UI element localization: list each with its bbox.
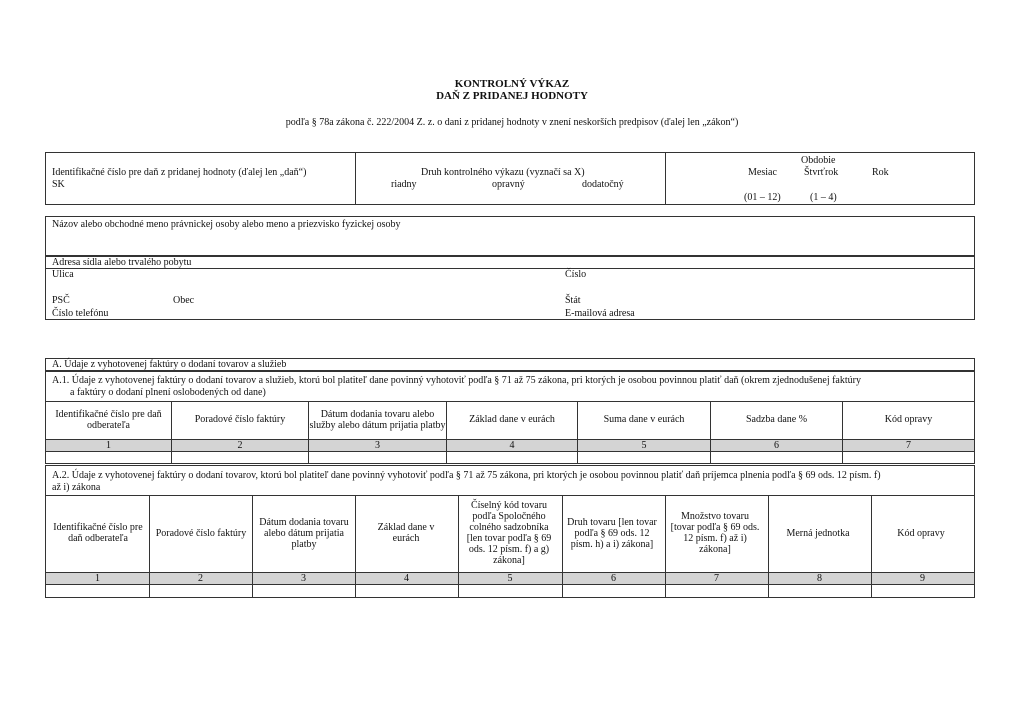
quarter-label: Štvrťrok: [804, 167, 839, 178]
a2-col-number: 3: [301, 573, 306, 584]
a1-header-tax-rate: Sadzba dane %: [745, 414, 808, 425]
a1-header-invoice-number: Poradové číslo faktúry: [194, 414, 286, 425]
a1-col-number: 1: [106, 440, 111, 451]
email-label: E-mailová adresa: [565, 308, 635, 319]
divider: [665, 153, 666, 204]
a1-header-buyer-vat-id: Identifikačné číslo pre daň odberateľa: [55, 408, 162, 431]
a2-description-line1: A.2. Údaje z vyhotovenej faktúry o dodaní tovarov, ktorú bol platiteľ dane povinný vyhotoviť podľa § 71 až 75 zákona, pri ktorých je osobou povinnou platiť daň príjemca plnenia podľa § 69 ods. 12 písm. f): [52, 470, 881, 481]
a1-col-number: 2: [237, 440, 243, 451]
a2-col-number: 1: [95, 573, 100, 584]
a2-header-goods-quantity: Množstvo tovaru [tovar podľa § 69 ods. 12 písm. f) až i) zákona]: [670, 511, 760, 555]
city-label: Obec: [173, 295, 195, 306]
a2-col-number: 7: [714, 573, 719, 584]
street-label: Ulica: [52, 269, 74, 280]
a1-description-line2: a faktúry o dodaní plnení oslobodených od dane): [70, 387, 266, 398]
a2-header-customs-code: Číselný kód tovaru podľa Spoločného colného sadzobníka [len tovar podľa § 69 ods. 12 písm. f) a g) zákona]: [466, 500, 552, 566]
a1-col-number: 7: [906, 440, 911, 451]
report-type-additional[interactable]: dodatočný: [582, 179, 624, 190]
a2-col-number: 6: [611, 573, 616, 584]
quarter-range: (1 – 4): [810, 192, 837, 203]
a2-header-supply-date: Dátum dodania tovaru alebo dátum prijatia platby: [259, 516, 349, 550]
a2-header-goods-type: Druh tovaru [len tovar podľa § 69 ods. 12 písm. h) a i) zákona]: [567, 516, 657, 550]
month-label: Mesiac: [748, 167, 777, 178]
a2-header-buyer-vat-id: Identifikačné číslo pre daň odberateľa: [53, 522, 143, 544]
a2-header-correction-code: Kód opravy: [897, 527, 945, 539]
country-prefix: SK: [52, 179, 65, 190]
form-title: KONTROLNÝ VÝKAZ: [454, 78, 570, 90]
a1-header-correction-code: Kód opravy: [884, 414, 933, 425]
divider: [46, 268, 974, 269]
year-label: Rok: [872, 167, 889, 178]
a1-col-number: 6: [774, 440, 779, 451]
name-label: Názov alebo obchodné meno právnickej osoby alebo meno a priezvisko fyzickej osoby: [52, 219, 401, 230]
a2-col-number: 5: [507, 573, 513, 584]
country-label: Štát: [565, 295, 581, 306]
a2-col-number: 9: [920, 573, 925, 584]
a2-header-unit: Merná jednotka: [786, 527, 850, 539]
legal-basis: podľa § 78a zákona č. 222/2004 Z. z. o dani z pridanej hodnoty v znení neskorších predpisov (ďalej len „zákon“): [285, 117, 739, 128]
report-type-regular[interactable]: riadny: [391, 179, 417, 190]
divider: [355, 153, 356, 204]
a2-col-number: 4: [404, 573, 409, 584]
address-label: Adresa sídla alebo trvalého pobytu: [52, 257, 192, 268]
a2-header-invoice-number: Poradové číslo faktúry: [155, 527, 247, 539]
a2-header-tax-base: Základ dane v eurách: [377, 522, 435, 544]
month-range: (01 – 12): [744, 192, 781, 203]
period-label: Obdobie: [801, 155, 836, 166]
a1-header-tax-base: Základ dane v eurách: [469, 414, 555, 425]
report-type-label: Druh kontrolného výkazu (vyznačí sa X): [421, 167, 585, 178]
number-label: Číslo: [565, 269, 587, 280]
a1-col-number: 5: [641, 440, 647, 451]
form-subtitle-tax: DAŇ Z PRIDANEJ HODNOTY: [436, 90, 588, 102]
a2-description-line2: až i) zákona: [52, 482, 101, 493]
zip-label: PSČ: [52, 295, 70, 306]
a1-header-tax-amount: Suma dane v eurách: [603, 414, 685, 425]
a1-col-number: 4: [509, 440, 515, 451]
a1-description-line1: A.1. Údaje z vyhotovenej faktúry o dodaní tovarov a služieb, ktorú bol platiteľ dane povinný vyhotoviť podľa § 71 až 75 zákona, pri ktorých je osobou povinnou platiť daň (okrem zjednodušenej faktúry: [52, 375, 861, 386]
a2-col-number: 8: [817, 573, 822, 584]
a1-col-number: 3: [375, 440, 380, 451]
report-type-corrective[interactable]: opravný: [492, 179, 525, 190]
phone-label: Číslo telefónu: [52, 308, 109, 319]
a2-col-number: 2: [198, 573, 203, 584]
section-a-title: A. Údaje z vyhotovenej faktúry o dodaní tovarov a služieb: [52, 359, 287, 370]
a1-header-supply-date: Dátum dodania tovaru alebo služby alebo dátum prijatia platby: [309, 408, 446, 431]
vat-id-label: Identifikačné číslo pre daň z pridanej hodnoty (ďalej len „daň“): [52, 167, 307, 178]
